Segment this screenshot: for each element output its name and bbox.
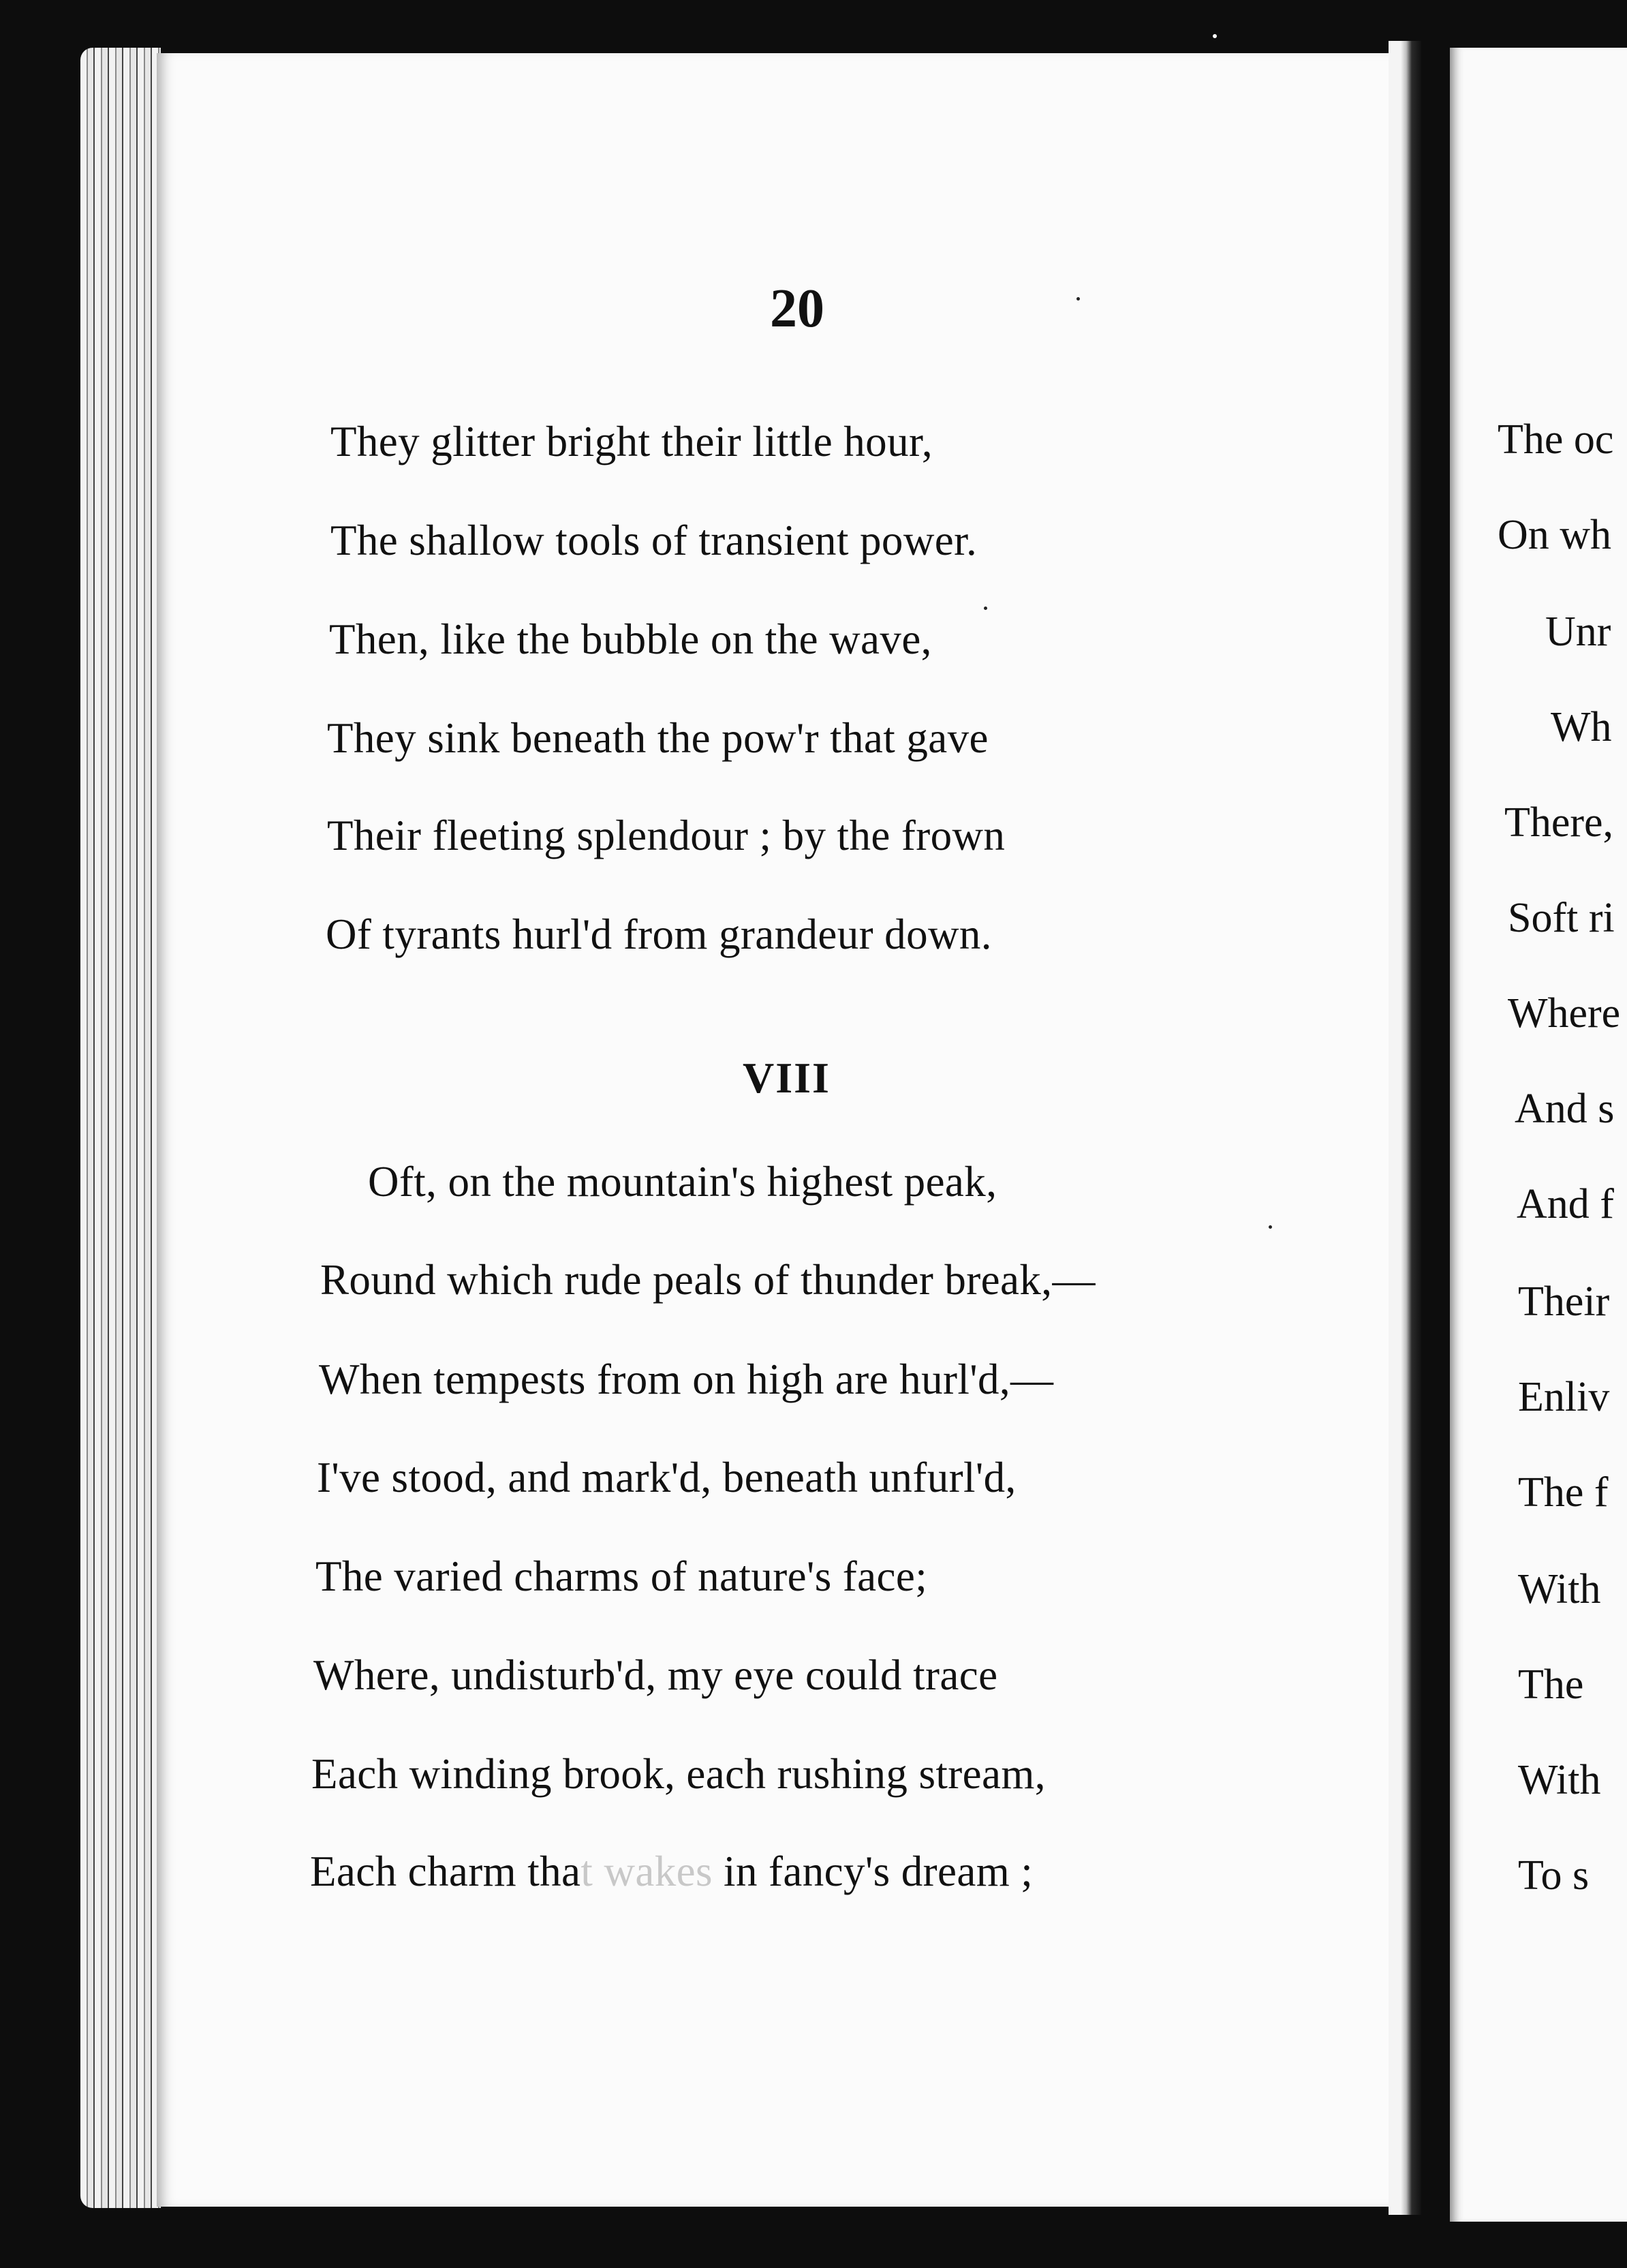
right-page: [1450, 48, 1627, 2222]
verse-line: Then, like the bubble on the wave,: [329, 615, 932, 663]
verse-line: The varied charms of nature's face;: [315, 1552, 928, 1600]
right-line-fragment: Their: [1518, 1278, 1610, 1325]
right-line-fragment: And f: [1517, 1181, 1614, 1227]
verse-line-last: [310, 1847, 1033, 1897]
verse-line: Each winding brook, each rushing stream,: [311, 1750, 1046, 1798]
verse-line: When tempests from on high are hurl'd,—: [319, 1355, 1054, 1403]
right-line-fragment: Enliv: [1518, 1374, 1610, 1420]
ink-speck: [984, 607, 987, 610]
verse-line: They sink beneath the pow'r that gave: [327, 714, 989, 762]
ink-speck: [1076, 297, 1080, 301]
verse-line: Oft, on the mountain's highest peak,: [368, 1158, 997, 1206]
page-number: 20: [770, 279, 824, 339]
right-line-fragment: The: [1518, 1661, 1584, 1708]
right-line-fragment: There,: [1504, 799, 1614, 846]
verse-line: I've stood, and mark'd, beneath unfurl'd,: [317, 1454, 1017, 1501]
right-line-fragment: Unr: [1545, 609, 1611, 655]
verse-text: in fancy's dream ;: [712, 1848, 1034, 1895]
verse-line: Of tyrants hurl'd from grandeur down.: [326, 910, 992, 958]
right-line-fragment: To s: [1518, 1852, 1590, 1899]
right-line-fragment: The f: [1518, 1469, 1609, 1516]
right-line-fragment: The oc: [1498, 416, 1614, 463]
verse-line: Their fleeting splendour ; by the frown: [327, 812, 1006, 859]
right-line-fragment: Soft ri: [1508, 895, 1615, 941]
faded-text: t wakes: [580, 1848, 713, 1895]
verse-text: Each charm tha: [310, 1848, 581, 1895]
right-line-fragment: Where: [1508, 990, 1621, 1037]
ink-speck: [1269, 1225, 1272, 1229]
right-line-fragment: With: [1518, 1757, 1601, 1803]
right-line-fragment: Wh: [1551, 704, 1612, 750]
right-line-fragment: With: [1518, 1566, 1601, 1612]
verse-line: Round which rude peals of thunder break,—: [320, 1256, 1096, 1304]
stanza-heading: VIII: [743, 1054, 831, 1102]
book-gutter: [1389, 41, 1421, 2215]
verse-line: The shallow tools of transient power.: [330, 517, 978, 564]
verse-line: They glitter bright their little hour,: [330, 418, 933, 465]
right-line-fragment: And s: [1515, 1086, 1615, 1132]
page-stack-edge: [80, 48, 161, 2208]
right-line-fragment: On wh: [1498, 512, 1612, 558]
verse-line: Where, undisturb'd, my eye could trace: [313, 1651, 998, 1699]
ink-speck: [1213, 34, 1217, 38]
